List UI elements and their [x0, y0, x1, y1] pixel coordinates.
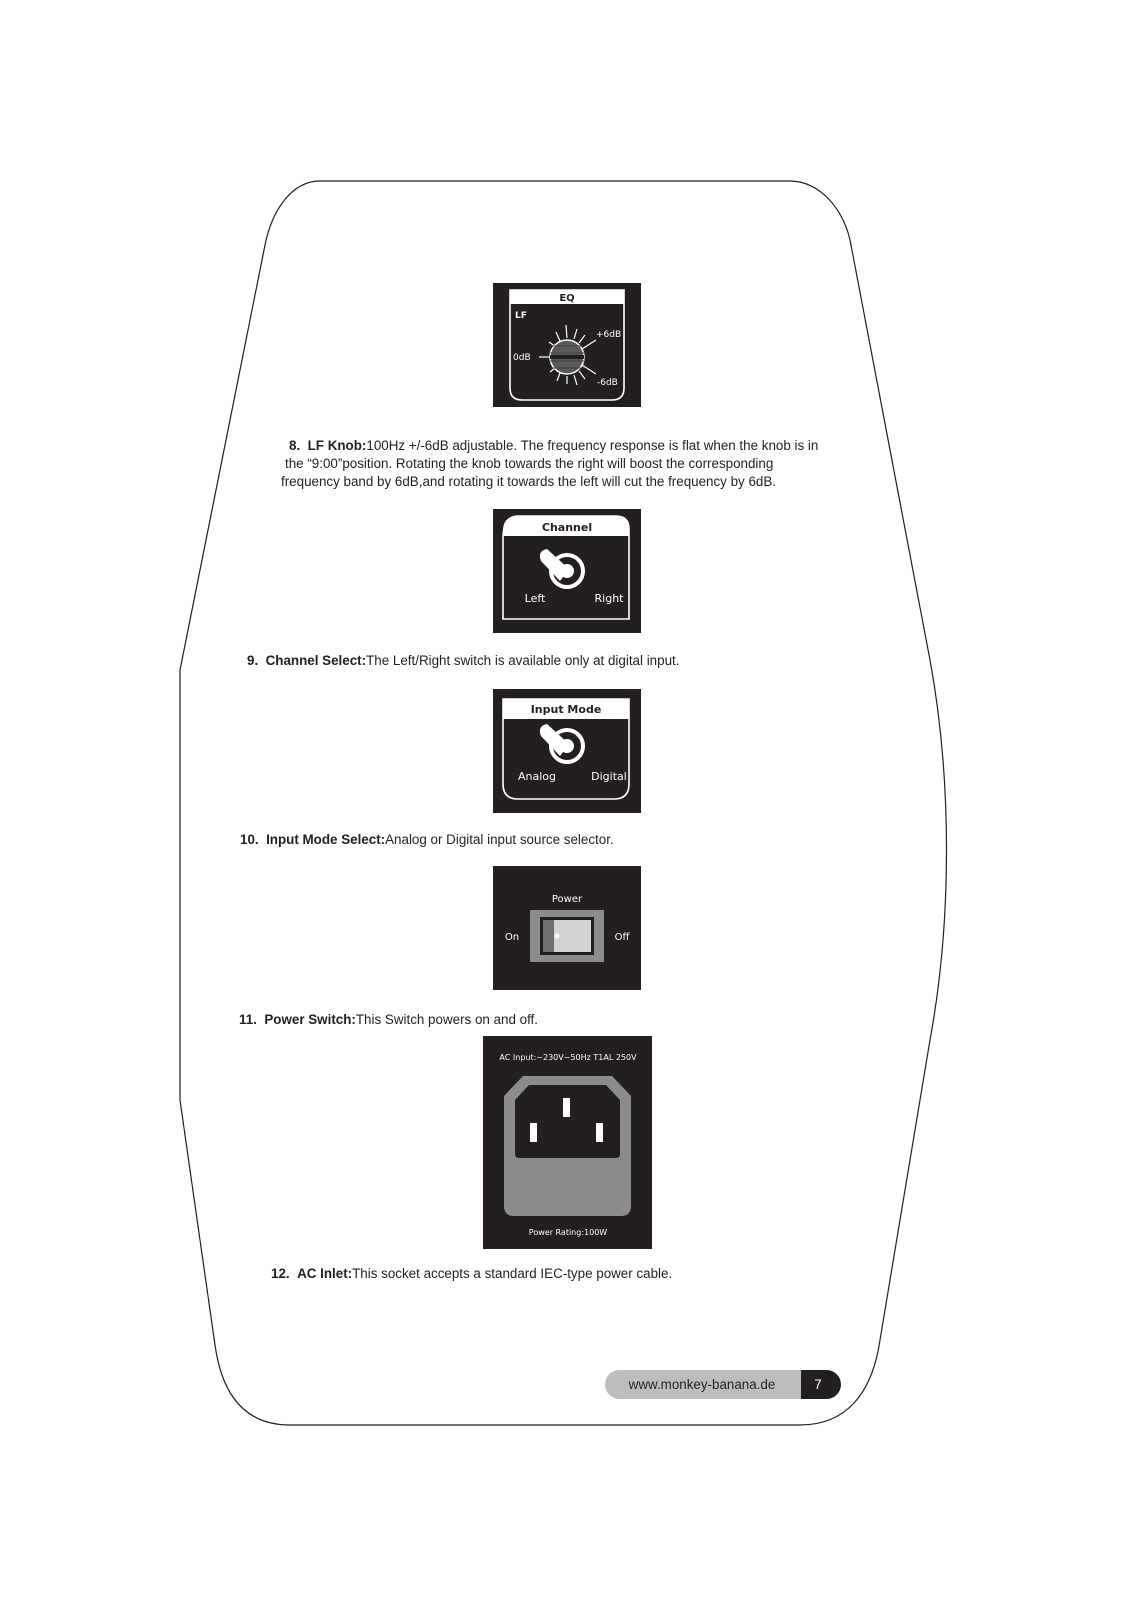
power-rocker-switch[interactable] [540, 917, 594, 955]
item11-text: This Switch powers on and off. [355, 1012, 538, 1027]
item11-number: 11. [239, 1012, 257, 1027]
item10-number: 10. [240, 832, 259, 847]
item12-line [271, 1265, 672, 1283]
input-mode-left-label: Analog [517, 770, 557, 783]
item11-heading: Power Switch: [264, 1012, 356, 1027]
channel-panel [493, 509, 641, 633]
channel-title: Channel [541, 521, 593, 534]
item10-heading: Input Mode Select: [266, 832, 386, 847]
channel-right-label: Right [594, 592, 624, 605]
channel-toggle-switch[interactable] [540, 549, 583, 587]
item9-number: 9. [247, 653, 259, 668]
item8-heading: LF Knob: [307, 438, 367, 453]
item12-number: 12. [271, 1266, 290, 1281]
item8-line1 [289, 437, 818, 455]
iec-socket[interactable] [515, 1085, 620, 1158]
eq-title: EQ [559, 293, 575, 304]
page-number: 7 [801, 1370, 841, 1399]
input-mode-toggle-switch[interactable] [540, 724, 583, 762]
item12-heading: AC Inlet: [297, 1266, 353, 1281]
power-off-label: Off [614, 932, 630, 943]
power-panel [493, 866, 641, 990]
item9-heading: Channel Select: [265, 653, 367, 668]
eq-minus-label: -6dB [597, 378, 618, 388]
input-mode-right-label: Digital [591, 770, 627, 783]
item8-number: 8. [289, 438, 301, 453]
item8-line2: the “9:00”position. Rotating the knob towards the right will boost the corresponding [285, 456, 774, 471]
item11-line [239, 1011, 538, 1029]
item9-line [247, 652, 679, 670]
power-title: Power [551, 894, 583, 905]
input-mode-panel [493, 689, 641, 813]
item10-text: Analog or Digital input source selector. [385, 832, 614, 847]
item8-text-1: 100Hz +/-6dB adjustable. The frequency response is flat when the knob is in [366, 438, 819, 453]
footer-url[interactable]: www.monkey-banana.de [605, 1370, 807, 1399]
eq-panel [493, 283, 641, 407]
eq-band-label: LF [515, 311, 527, 321]
footer [605, 1370, 837, 1399]
input-mode-title: Input Mode [530, 703, 602, 716]
item9-text: The Left/Right switch is available only at digital input. [366, 653, 680, 668]
item12-text: This socket accepts a standard IEC-type power cable. [352, 1266, 673, 1281]
power-rating-label: Power Rating:100W [528, 1228, 608, 1237]
item8-line3: frequency band by 6dB,and rotating it towards the left will cut the frequency by 6dB. [281, 474, 777, 489]
item10-line [240, 831, 614, 849]
eq-zero-label: 0dB [513, 353, 531, 363]
ac-inlet-panel [483, 1036, 652, 1249]
ac-input-label: AC Input:~230V~50Hz T1AL 250V [499, 1053, 637, 1062]
channel-left-label: Left [524, 592, 546, 605]
power-on-label: On [504, 932, 520, 943]
eq-plus-label: +6dB [596, 330, 622, 340]
